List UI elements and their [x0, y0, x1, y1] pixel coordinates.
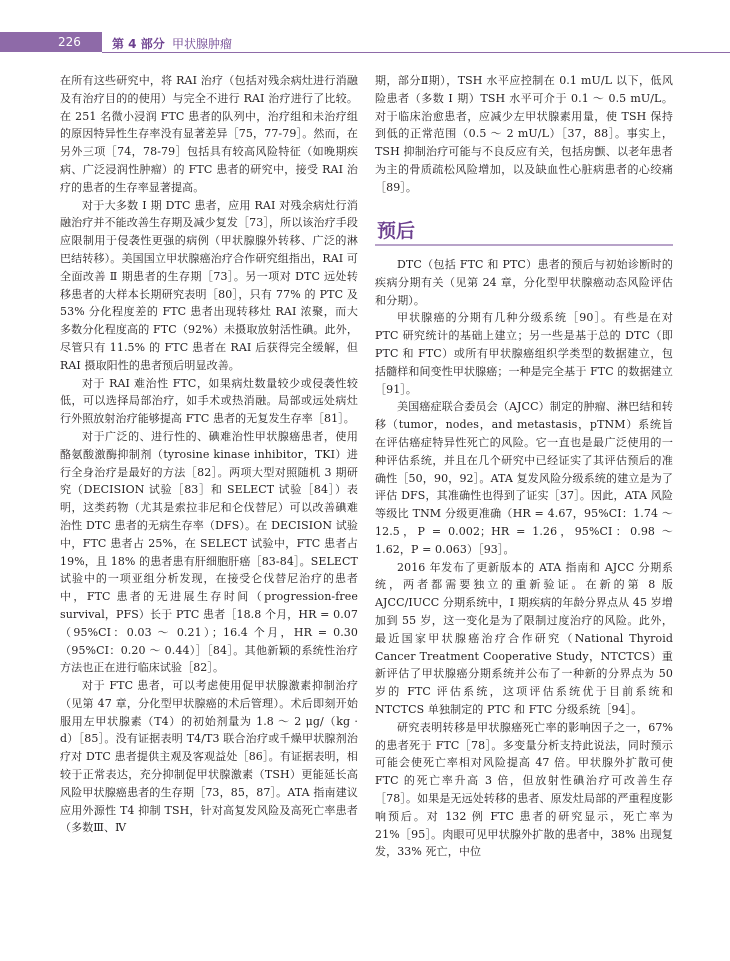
right-column — [375, 256, 673, 861]
paragraph: 2016 年发布了更新版本的 ATA 指南和 AJCC 分期系统，两者都需要独立的重新验证。在新的第 8 版 AJCC/IUCC 分期系统中，Ⅰ 期疾病的年龄分界点从 45 岁增加到 55 岁，这一变化是为了限制过度治疗的风险。此外，最近国家甲状腺癌治疗合作研究（National Thyroid Cancer Treatment Cooperative Study，NTCTCS）重新评估了甲状腺癌分期系统并公布了一种新的分界点为 50 岁的 FTC 评估系统，这项评估系统优于目前系统和 NTCTCS 单独制定的 PTC 和 FTC 分级系统［94］。 — [375, 560, 673, 716]
paragraph: 对于 RAI 难治性 FTC，如果病灶数量较少或侵袭性较低，可以选择局部治疗，如手术或热消融。局部或远处病灶行外照放射治疗能够提高 FTC 患者的无复发生存率［81］。 — [60, 376, 358, 426]
header-divider — [102, 52, 730, 53]
paragraph: 在所有这些研究中，将 RAI 治疗（包括对残余病灶进行消融及有治疗目的的使用）与完全不进行 RAI 治疗进行了比较。在 251 名微小浸润 FTC 患者的队列中，治疗组和未治疗组的原因特异性生存率没有显著差异［75，77-79］。然而，在另外三项［74，78-79］包括具有较高风险特征（如晚期疾病、广泛浸润性肿瘤）的 FTC 患者的研究中，接受 RAI 治疗的患者的生存率显著提高。 — [60, 74, 358, 194]
paragraph: 美国癌症联合委员会（AJCC）制定的肿瘤、淋巴结和转移（tumor，nodes，and metastasis，pTNM）系统旨在评估癌症特异性死亡的风险。它一直也是最广泛使用的一种评估系统，并且在几个研究中已经证实了其评估预后的准确性［50，90，92］。ATA 复发风险分级系统的建立是为了评估 DFS，其准确性也得到了证实［37］。因此，ATA 风险等级比 TNM 分级更准确（HR = 4.67，95%CI：1.74 ～ 12.5，P = 0.002；HR = 1.26，95%CI：0.98 ～ 1.62，P = 0.063）［93］。 — [375, 400, 673, 556]
paragraph: 对于广泛的、进行性的、碘难治性甲状腺癌患者，使用酪氨酸激酶抑制剂（tyrosine kinase inhibitor，TKI）进行全身治疗是最好的方法［82］。两项大型对照随机 3 期研究（DECISION 试验［83］和 SELECT 试验［84］）表明，这类药物（尤其是索拉非尼和仑伐替尼）可以改善碘难治性 DTC 患者的无病生存率（DFS）。在 DECISION 试验中，FTC 患者占 25%，在 SELECT 试验中，FTC 患者占 19%，且 18% 的患者患有肝细胞肝癌［83-84］。SELECT 试验中的一项亚组分析发现，在接受仑伐替尼治疗的患者中，FTC 患者的无进展生存时间（progression-free survival，PFS）长于 PTC 患者［18.8 个月，HR = 0.07（95%CI：0.03 ～ 0.21）；16.4 个月，HR = 0.30（95%CI：0.20 ～ 0.44）］［84］。其他新颖的系统性治疗方法也正在进行临床试验［82］。 — [60, 429, 358, 675]
part-label: 第 4 部分 — [112, 37, 165, 51]
page-header — [0, 0, 730, 56]
left-column — [60, 72, 358, 837]
page-number-box — [0, 32, 102, 52]
paragraph: 对于 FTC 患者，可以考虑使用促甲状腺激素抑制治疗（见第 47 章，分化型甲状腺癌的术后管理）。术后即刻开始服用左甲状腺素（T4）的初始剂量为 1.8 ～ 2 μg/（kg · d）［85］。没有证据表明 T4/T3 联合治疗或千燥甲状腺剂治疗对 DTC 患者提供主观及客观益处［86］。有证据表明，相较于正常表达，充分抑制促甲状腺激素（TSH）更能延长高风险甲状腺癌患者的生存期［73，85，87］。ATA 指南建议应用外源性 T4 抑制 TSH，针对高复发风险及高死亡率患者（多数Ⅲ、Ⅳ — [60, 679, 358, 835]
right-column-top — [375, 72, 673, 197]
paragraph: 研究表明转移是甲状腺癌死亡率的影响因子之一，67% 的患者死于 FTC［78］。多变量分析支持此说法，同时预示可能会使死亡率相对风险提高 47 倍。甲状腺外扩散可使 FTC 的死亡率升高 3 倍，但放射性碘治疗可改善生存［78］。如果是无远处转移的患者、原发灶局部的严重程度影响预后。对 132 例 FTC 患者的研究显示，死亡率为 21%［95］。肉眼可见甲状腺外扩散的患者中，38% 出现复发，33% 死亡，中位 — [375, 720, 673, 859]
section-heading — [375, 214, 673, 244]
paragraph: 甲状腺癌的分期有几种分级系统［90］。有些是在对 PTC 研究统计的基础上建立；另一些是基于总的 DTC（即 PTC 和 FTC）或所有甲状腺癌组织学类型的数据建立，包括髓样和间变性甲状腺癌；一种是完全基于 FTC 的数据建立［91］。 — [375, 311, 673, 396]
paragraph: DTC（包括 FTC 和 PTC）患者的预后与初始诊断时的疾病分期有关（见第 24 章，分化型甲状腺癌动态风险评估和分期）。 — [375, 258, 673, 307]
page-number: 226 — [58, 35, 81, 49]
paragraph: 对于大多数 Ⅰ 期 DTC 患者，应用 RAI 对残余病灶行消融治疗并不能改善生存期及减少复发［73］，所以该治疗手段应限制用于侵袭性更强的病例（甲状腺腺外转移、广泛的淋巴结转移）。美国国立甲状腺癌治疗合作研究组指出，RAI 可全面改善 Ⅱ 期患者的生存期［73］。另一项对 DTC 远处转移患者的大样本长期研究表明［80］，只有 77% 的 PTC 及 53% 分化程度差的 FTC 患者出现转移灶 RAI 浓聚，而大多数分化程度高的 FTC（92%）未摄取放射活性碘。此外，尽管只有 11.5% 的 FTC 患者在 RAI 后获得完全缓解，但 RAI 摄取阳性的患者预后明显改善。 — [60, 198, 358, 372]
section-rule — [375, 244, 673, 246]
chapter-label: 甲状腺肿瘤 — [172, 37, 233, 51]
section-title: 预后 — [377, 220, 416, 242]
paragraph: 期，部分Ⅱ期），TSH 水平应控制在 0.1 mU/L 以下，低风险患者（多数 Ⅰ 期）TSH 水平可介于 0.1 ～ 0.5 mU/L。对于临床治愈患者，应减少左甲状腺素用量，使 TSH 保持到低的正常范围（0.5 ～ 2 mU/L）［37，88］。事实上，TSH 抑制治疗可能与不良反应有关，包括房颤、以老年患者为主的骨质疏松风险增加，以及缺血性心脏病患者的心绞痛［89］。 — [375, 74, 673, 194]
